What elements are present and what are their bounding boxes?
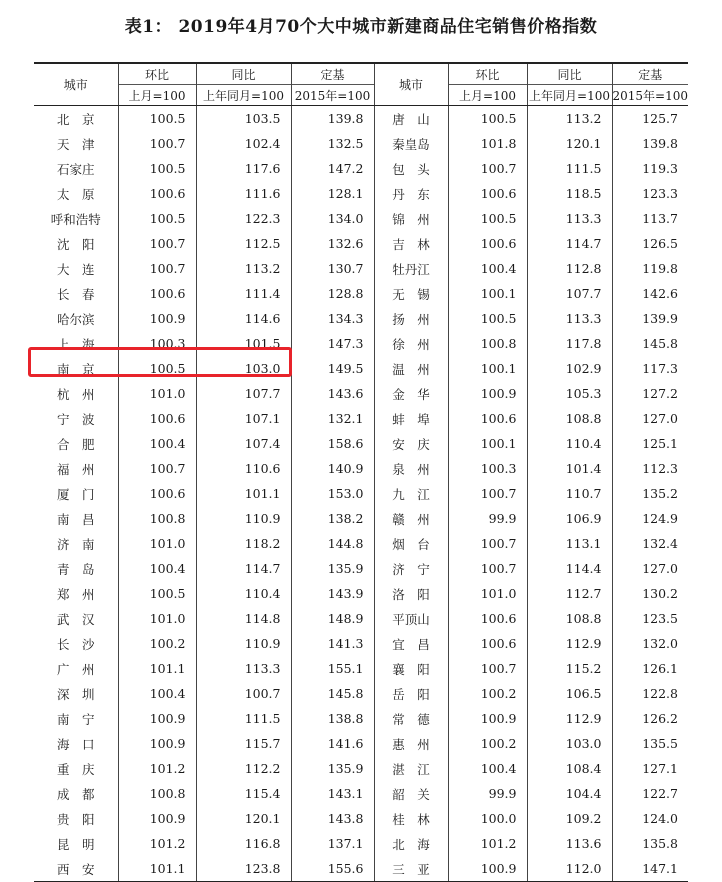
- cell-fixed-right: 127.0: [612, 406, 688, 431]
- cell-fixed-right: 119.8: [612, 256, 688, 281]
- cell-mom-right: 100.8: [448, 331, 527, 356]
- cell-mom-left: 100.6: [118, 281, 196, 306]
- cell-city-right: 秦皇岛: [374, 131, 448, 156]
- cell-city-right: 扬 州: [374, 306, 448, 331]
- cell-yoy-right: 105.3: [527, 381, 612, 406]
- cell-fixed-left: 135.9: [291, 756, 374, 781]
- cell-yoy-left: 110.6: [196, 456, 291, 481]
- cell-city-left: 南 昌: [56, 511, 95, 527]
- cell-yoy-left: 113.3: [196, 656, 291, 681]
- header-yoy-base-left: 上年同月=100: [196, 85, 291, 106]
- table-row: [34, 406, 688, 431]
- cell-fixed-right: 123.3: [612, 181, 688, 206]
- cell-city-left: 厦 门: [56, 486, 95, 502]
- table-row: [34, 731, 688, 756]
- cell-fixed-left: 134.0: [291, 206, 374, 231]
- cell-mom-right: 100.6: [448, 631, 527, 656]
- cell-mom-right: 101.2: [448, 831, 527, 856]
- cell-fixed-left: 132.6: [291, 231, 374, 256]
- cell-mom-left: 100.3: [118, 331, 196, 356]
- cell-fixed-right: 126.2: [612, 706, 688, 731]
- cell-yoy-right: 106.5: [527, 681, 612, 706]
- table-row: [34, 706, 688, 731]
- cell-fixed-left: 138.2: [291, 506, 374, 531]
- cell-yoy-left: 111.5: [196, 706, 291, 731]
- cell-fixed-right: 132.4: [612, 531, 688, 556]
- cell-city-left: 深 圳: [56, 686, 95, 702]
- cell-city-left: 宁 波: [56, 411, 95, 427]
- cell-yoy-right: 106.9: [527, 506, 612, 531]
- cell-yoy-left: 112.5: [196, 231, 291, 256]
- header-mom-right: 环比: [448, 63, 527, 85]
- cell-city-right: 锦 州: [374, 206, 448, 231]
- cell-fixed-left: 141.3: [291, 631, 374, 656]
- cell-mom-left: 100.5: [118, 581, 196, 606]
- cell-mom-left: 100.8: [118, 506, 196, 531]
- cell-mom-right: 100.9: [448, 381, 527, 406]
- cell-city-left: 大 连: [56, 261, 95, 277]
- cell-yoy-right: 107.7: [527, 281, 612, 306]
- cell-mom-left: 100.5: [118, 106, 196, 132]
- cell-yoy-left: 103.5: [196, 106, 291, 132]
- table-row: [34, 831, 688, 856]
- cell-city-right: 济 宁: [374, 556, 448, 581]
- cell-mom-left: 100.7: [118, 456, 196, 481]
- cell-mom-left: 100.7: [118, 231, 196, 256]
- cell-yoy-left: 100.7: [196, 681, 291, 706]
- table-row: [34, 781, 688, 806]
- cell-city-left: 沈 阳: [56, 236, 95, 252]
- table-row: [34, 306, 688, 331]
- table-title: 表1： 2019年4月70个大中城市新建商品住宅销售价格指数: [124, 17, 598, 37]
- cell-yoy-right: 112.9: [527, 706, 612, 731]
- cell-yoy-left: 116.8: [196, 831, 291, 856]
- cell-fixed-left: 139.8: [291, 106, 374, 132]
- cell-mom-left: 100.9: [118, 306, 196, 331]
- cell-yoy-left: 110.9: [196, 631, 291, 656]
- cell-yoy-right: 113.2: [527, 106, 612, 132]
- cell-yoy-left: 112.2: [196, 756, 291, 781]
- cell-city-right: 吉 林: [374, 231, 448, 256]
- table-row: [34, 656, 688, 681]
- cell-fixed-right: 126.5: [612, 231, 688, 256]
- header-fixed-right: 定基: [612, 63, 688, 85]
- cell-fixed-right: 135.2: [612, 481, 688, 506]
- cell-city-left: 济 南: [56, 536, 95, 552]
- cell-city-right: 唐 山: [374, 106, 448, 132]
- cell-city-right: 三 亚: [374, 856, 448, 882]
- cell-fixed-left: 149.5: [291, 356, 374, 381]
- cell-mom-right: 100.4: [448, 256, 527, 281]
- cell-yoy-right: 113.3: [527, 306, 612, 331]
- cell-mom-left: 100.9: [118, 806, 196, 831]
- cell-city-right: 岳 阳: [374, 681, 448, 706]
- cell-mom-left: 100.6: [118, 406, 196, 431]
- cell-fixed-left: 147.2: [291, 156, 374, 181]
- cell-mom-left: 101.0: [118, 606, 196, 631]
- cell-yoy-right: 114.7: [527, 231, 612, 256]
- table-row: [34, 106, 688, 132]
- cell-mom-left: 100.5: [118, 206, 196, 231]
- cell-city-right: 蚌 埠: [374, 406, 448, 431]
- cell-mom-right: 100.4: [448, 756, 527, 781]
- cell-city-left: 郑 州: [56, 586, 95, 602]
- cell-city-left: 太 原: [56, 186, 95, 202]
- cell-city-right: 赣 州: [374, 506, 448, 531]
- cell-yoy-left: 111.6: [196, 181, 291, 206]
- cell-fixed-right: 117.3: [612, 356, 688, 381]
- cell-city-right: 桂 林: [374, 806, 448, 831]
- cell-yoy-right: 101.4: [527, 456, 612, 481]
- cell-fixed-left: 143.9: [291, 581, 374, 606]
- cell-yoy-left: 120.1: [196, 806, 291, 831]
- cell-fixed-right: 135.5: [612, 731, 688, 756]
- table-row: [34, 556, 688, 581]
- cell-mom-left: 100.8: [118, 781, 196, 806]
- header-city-right: 城市: [374, 63, 448, 106]
- table-row: [34, 431, 688, 456]
- cell-yoy-left: 107.4: [196, 431, 291, 456]
- cell-mom-left: 100.4: [118, 556, 196, 581]
- cell-mom-left: 100.4: [118, 681, 196, 706]
- cell-mom-right: 100.5: [448, 106, 527, 132]
- cell-fixed-right: 130.2: [612, 581, 688, 606]
- cell-fixed-right: 142.6: [612, 281, 688, 306]
- cell-city-right: 平顶山: [374, 606, 448, 631]
- header-fixed-base-left: 2015年=100: [291, 85, 374, 106]
- cell-city-right: 徐 州: [374, 331, 448, 356]
- cell-city-right: 宜 昌: [374, 631, 448, 656]
- cell-city-right: 洛 阳: [374, 581, 448, 606]
- cell-fixed-right: 127.0: [612, 556, 688, 581]
- cell-fixed-left: 135.9: [291, 556, 374, 581]
- price-index-table: [34, 62, 688, 882]
- cell-city-left: 广 州: [56, 661, 95, 677]
- cell-fixed-left: 128.8: [291, 281, 374, 306]
- cell-fixed-left: 140.9: [291, 456, 374, 481]
- header-mom-base-right: 上月=100: [448, 85, 527, 106]
- cell-city-left: 海 口: [56, 736, 95, 752]
- cell-city-right: 韶 关: [374, 781, 448, 806]
- cell-fixed-right: 147.1: [612, 856, 688, 882]
- cell-yoy-right: 117.8: [527, 331, 612, 356]
- table-row: [34, 206, 688, 231]
- cell-mom-right: 100.7: [448, 531, 527, 556]
- cell-fixed-right: 125.7: [612, 106, 688, 132]
- cell-fixed-right: 122.7: [612, 781, 688, 806]
- header-yoy-right: 同比: [527, 63, 612, 85]
- cell-city-right: 金 华: [374, 381, 448, 406]
- cell-fixed-right: 139.8: [612, 131, 688, 156]
- cell-fixed-left: 132.1: [291, 406, 374, 431]
- cell-mom-left: 101.2: [118, 831, 196, 856]
- cell-yoy-left: 118.2: [196, 531, 291, 556]
- cell-city-left: 武 汉: [56, 611, 95, 627]
- cell-fixed-left: 143.1: [291, 781, 374, 806]
- cell-mom-right: 100.5: [448, 306, 527, 331]
- cell-city-left: 青 岛: [56, 561, 95, 577]
- cell-yoy-right: 113.3: [527, 206, 612, 231]
- cell-yoy-left: 103.0: [196, 356, 291, 381]
- table-row: [34, 231, 688, 256]
- cell-mom-right: 100.6: [448, 231, 527, 256]
- cell-city-right: 泉 州: [374, 456, 448, 481]
- cell-city-right: 湛 江: [374, 756, 448, 781]
- cell-fixed-left: 155.6: [291, 856, 374, 882]
- cell-mom-right: 100.5: [448, 206, 527, 231]
- cell-yoy-left: 114.6: [196, 306, 291, 331]
- cell-city-left: 杭 州: [56, 386, 95, 402]
- cell-city-left: 长 春: [56, 286, 95, 302]
- cell-mom-right: 100.0: [448, 806, 527, 831]
- cell-fixed-left: 130.7: [291, 256, 374, 281]
- cell-fixed-right: 124.9: [612, 506, 688, 531]
- cell-yoy-right: 110.7: [527, 481, 612, 506]
- table-row: [34, 856, 688, 882]
- cell-yoy-right: 114.4: [527, 556, 612, 581]
- cell-yoy-left: 122.3: [196, 206, 291, 231]
- cell-city-right: 牡丹江: [374, 256, 448, 281]
- cell-yoy-left: 123.8: [196, 856, 291, 882]
- cell-fixed-left: 148.9: [291, 606, 374, 631]
- cell-yoy-right: 112.7: [527, 581, 612, 606]
- cell-fixed-right: 119.3: [612, 156, 688, 181]
- cell-yoy-left: 107.1: [196, 406, 291, 431]
- cell-yoy-left: 110.9: [196, 506, 291, 531]
- cell-yoy-right: 108.8: [527, 406, 612, 431]
- highlight-box-nanjing: [28, 347, 292, 377]
- cell-yoy-left: 115.7: [196, 731, 291, 756]
- table-row: [34, 456, 688, 481]
- cell-fixed-right: 123.5: [612, 606, 688, 631]
- cell-mom-left: 100.9: [118, 731, 196, 756]
- cell-yoy-right: 108.8: [527, 606, 612, 631]
- cell-yoy-right: 118.5: [527, 181, 612, 206]
- cell-fixed-left: 143.6: [291, 381, 374, 406]
- cell-city-left: 成 都: [56, 786, 95, 802]
- header-mom-base-left: 上月=100: [118, 85, 196, 106]
- cell-fixed-left: 144.8: [291, 531, 374, 556]
- cell-fixed-left: 158.6: [291, 431, 374, 456]
- table-row: [34, 131, 688, 156]
- cell-fixed-left: 145.8: [291, 681, 374, 706]
- cell-fixed-right: 127.2: [612, 381, 688, 406]
- cell-mom-left: 100.7: [118, 256, 196, 281]
- cell-mom-left: 100.6: [118, 481, 196, 506]
- table-body: [34, 106, 688, 882]
- cell-city-right: 烟 台: [374, 531, 448, 556]
- cell-yoy-right: 109.2: [527, 806, 612, 831]
- cell-yoy-right: 112.0: [527, 856, 612, 882]
- cell-mom-left: 100.7: [118, 131, 196, 156]
- cell-city-right: 安 庆: [374, 431, 448, 456]
- cell-mom-right: 100.9: [448, 856, 527, 882]
- cell-city-left: 上 海: [56, 336, 95, 352]
- cell-mom-right: 100.6: [448, 181, 527, 206]
- cell-fixed-right: 126.1: [612, 656, 688, 681]
- table-row: [34, 681, 688, 706]
- cell-city-left: 福 州: [56, 461, 95, 477]
- cell-city-right: 惠 州: [374, 731, 448, 756]
- header-mom-left: 环比: [118, 63, 196, 85]
- cell-city-right: 襄 阳: [374, 656, 448, 681]
- cell-mom-left: 101.0: [118, 531, 196, 556]
- cell-yoy-right: 110.4: [527, 431, 612, 456]
- cell-city-left: 北 京: [56, 111, 95, 127]
- cell-yoy-left: 102.4: [196, 131, 291, 156]
- cell-city-right: 常 德: [374, 706, 448, 731]
- table-row: [34, 256, 688, 281]
- cell-city-left: 呼和浩特: [50, 211, 101, 227]
- cell-fixed-left: 128.1: [291, 181, 374, 206]
- cell-yoy-left: 113.2: [196, 256, 291, 281]
- cell-mom-right: 101.8: [448, 131, 527, 156]
- cell-mom-left: 100.2: [118, 631, 196, 656]
- cell-fixed-right: 135.8: [612, 831, 688, 856]
- table-row: [34, 581, 688, 606]
- cell-city-right: 包 头: [374, 156, 448, 181]
- cell-fixed-left: 141.6: [291, 731, 374, 756]
- cell-yoy-left: 101.5: [196, 331, 291, 356]
- cell-city-left: 重 庆: [56, 761, 95, 777]
- cell-fixed-left: 155.1: [291, 656, 374, 681]
- cell-fixed-right: 127.1: [612, 756, 688, 781]
- cell-yoy-left: 107.7: [196, 381, 291, 406]
- cell-fixed-right: 145.8: [612, 331, 688, 356]
- cell-mom-right: 100.7: [448, 156, 527, 181]
- cell-mom-right: 99.9: [448, 781, 527, 806]
- table-row: [34, 531, 688, 556]
- cell-city-left: 合 肥: [56, 436, 95, 452]
- cell-fixed-right: 139.9: [612, 306, 688, 331]
- cell-fixed-right: 113.7: [612, 206, 688, 231]
- cell-yoy-right: 111.5: [527, 156, 612, 181]
- cell-city-left: 哈尔滨: [56, 311, 95, 327]
- cell-yoy-right: 112.9: [527, 631, 612, 656]
- table-row: [34, 606, 688, 631]
- cell-yoy-left: 110.4: [196, 581, 291, 606]
- cell-yoy-right: 113.1: [527, 531, 612, 556]
- cell-mom-right: 100.3: [448, 456, 527, 481]
- cell-fixed-right: 125.1: [612, 431, 688, 456]
- cell-mom-right: 100.2: [448, 731, 527, 756]
- cell-mom-left: 101.1: [118, 856, 196, 882]
- cell-mom-right: 100.7: [448, 481, 527, 506]
- cell-mom-left: 100.5: [118, 156, 196, 181]
- cell-mom-left: 101.2: [118, 756, 196, 781]
- cell-mom-right: 100.7: [448, 556, 527, 581]
- table-row: [34, 631, 688, 656]
- cell-mom-right: 100.1: [448, 431, 527, 456]
- cell-fixed-left: 143.8: [291, 806, 374, 831]
- cell-fixed-left: 132.5: [291, 131, 374, 156]
- cell-fixed-right: 124.0: [612, 806, 688, 831]
- cell-fixed-right: 112.3: [612, 456, 688, 481]
- cell-mom-right: 100.9: [448, 706, 527, 731]
- cell-mom-left: 100.4: [118, 431, 196, 456]
- cell-mom-left: 100.9: [118, 706, 196, 731]
- cell-mom-right: 100.6: [448, 406, 527, 431]
- cell-yoy-right: 104.4: [527, 781, 612, 806]
- cell-mom-left: 100.5: [118, 356, 196, 381]
- cell-mom-right: 100.2: [448, 681, 527, 706]
- cell-yoy-left: 114.8: [196, 606, 291, 631]
- cell-fixed-left: 153.0: [291, 481, 374, 506]
- cell-mom-right: 100.1: [448, 356, 527, 381]
- cell-yoy-left: 101.1: [196, 481, 291, 506]
- header-yoy-left: 同比: [196, 63, 291, 85]
- cell-city-left: 石家庄: [56, 161, 95, 177]
- table-row: [34, 381, 688, 406]
- cell-city-left: 南 宁: [56, 711, 95, 727]
- cell-mom-left: 100.6: [118, 181, 196, 206]
- cell-yoy-right: 102.9: [527, 356, 612, 381]
- cell-fixed-left: 147.3: [291, 331, 374, 356]
- cell-fixed-left: 137.1: [291, 831, 374, 856]
- cell-mom-right: 99.9: [448, 506, 527, 531]
- header-fixed-base-right: 2015年=100: [612, 85, 688, 106]
- cell-mom-left: 101.1: [118, 656, 196, 681]
- cell-yoy-left: 111.4: [196, 281, 291, 306]
- header-city-left: 城市: [34, 63, 118, 106]
- header-fixed-left: 定基: [291, 63, 374, 85]
- cell-city-left: 贵 阳: [56, 811, 95, 827]
- cell-yoy-right: 113.6: [527, 831, 612, 856]
- cell-city-right: 温 州: [374, 356, 448, 381]
- table-row: [34, 481, 688, 506]
- cell-yoy-right: 108.4: [527, 756, 612, 781]
- table-row: [34, 281, 688, 306]
- cell-yoy-right: 115.2: [527, 656, 612, 681]
- cell-yoy-left: 117.6: [196, 156, 291, 181]
- cell-city-right: 九 江: [374, 481, 448, 506]
- cell-mom-right: 100.1: [448, 281, 527, 306]
- cell-fixed-right: 132.0: [612, 631, 688, 656]
- cell-fixed-right: 122.8: [612, 681, 688, 706]
- cell-yoy-left: 114.7: [196, 556, 291, 581]
- cell-city-left: 长 沙: [56, 636, 95, 652]
- cell-fixed-left: 138.8: [291, 706, 374, 731]
- cell-city-right: 丹 东: [374, 181, 448, 206]
- cell-yoy-left: 115.4: [196, 781, 291, 806]
- cell-yoy-right: 120.1: [527, 131, 612, 156]
- cell-mom-right: 100.6: [448, 606, 527, 631]
- cell-city-left: 西 安: [34, 856, 118, 882]
- cell-city-left: 天 津: [56, 136, 95, 152]
- header-yoy-base-right: 上年同月=100: [527, 85, 612, 106]
- cell-yoy-right: 103.0: [527, 731, 612, 756]
- cell-mom-right: 100.7: [448, 656, 527, 681]
- table-header: [34, 63, 688, 106]
- table-row: [34, 181, 688, 206]
- cell-mom-right: 101.0: [448, 581, 527, 606]
- cell-mom-left: 101.0: [118, 381, 196, 406]
- table-row: [34, 156, 688, 181]
- cell-yoy-right: 112.8: [527, 256, 612, 281]
- cell-city-right: 无 锡: [374, 281, 448, 306]
- table-row: [34, 506, 688, 531]
- table-row: [34, 756, 688, 781]
- table-row: [34, 806, 688, 831]
- cell-city-right: 北 海: [374, 831, 448, 856]
- cell-city-left: 昆 明: [56, 836, 95, 852]
- cell-city-left: 南 京: [56, 361, 95, 377]
- cell-fixed-left: 134.3: [291, 306, 374, 331]
